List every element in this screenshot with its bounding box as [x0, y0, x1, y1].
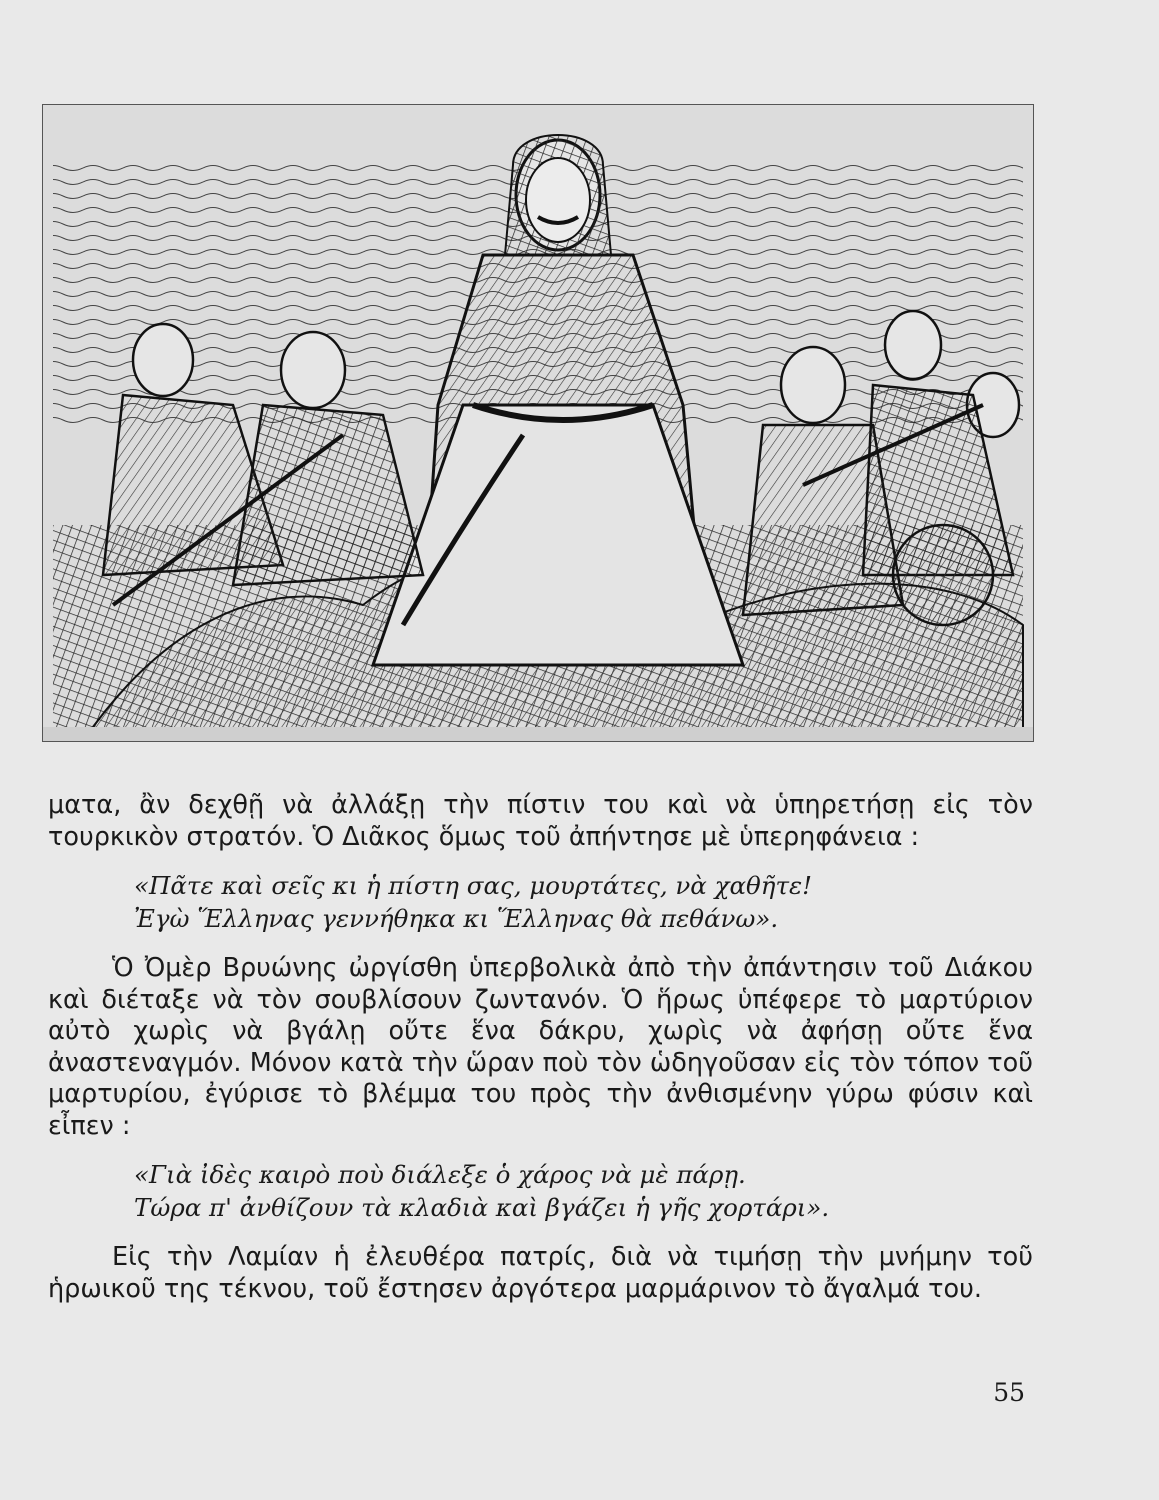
verse-line: Ἐγὼ Ἕλληνας γεννήθηκα κι Ἕλληνας θὰ πεθάνω».	[134, 904, 779, 933]
verse-last-words	[48, 1158, 1033, 1224]
paragraph-martyrdom: Ὁ Ὀμὲρ Βρυώνης ὠργίσθη ὑπερβολικὰ ἀπὸ τὴν ἀπάντησιν τοῦ Διάκου καὶ διέταξε νὰ τὸν σουβλίσουν ζωντανόν. Ὁ ἥρως ὑπέφερε τὸ μαρτύριον αὐτὸ χωρὶς νὰ βγάλῃ οὔτε ἕνα δάκρυ, χωρὶς νὰ ἀφήσῃ οὔτε ἕνα ἀναστεναγμόν. Μόνον κατὰ τὴν ὥραν ποὺ τὸν ὡδηγοῦσαν εἰς τὸν τόπον τοῦ μαρτυρίου, ἐγύρισε τὸ βλέμμα του πρὸς τὴν ἀνθισμένην γύρω φύσιν καὶ εἶπεν :	[48, 953, 1033, 1141]
paragraph-statue: Εἰς τὴν Λαμίαν ἡ ἐλευθέρα πατρίς, διὰ νὰ τιμήσῃ τὴν μνήμην τοῦ ἡρωικοῦ της τέκνου, τοῦ ἔστησεν ἀργότερα μαρμάρινον τὸ ἄγαλμά του.	[48, 1242, 1033, 1304]
body-text	[48, 790, 1033, 1305]
verse-line: Τώρα π' ἀνθίζουν τὰ κλαδιὰ καὶ βγάζει ἡ γῆς χορτάρι».	[134, 1193, 830, 1222]
illustration	[42, 104, 1034, 742]
page-number: 55	[993, 1378, 1025, 1407]
engraving-of-greek-revolutionary-fighters-icon	[43, 105, 1033, 741]
verse-line: «Γιὰ ἰδὲς καιρὸ ποὺ διάλεξε ὁ χάρος νὰ μὲ πάρῃ.	[134, 1160, 746, 1189]
verse-line: «Πᾶτε καὶ σεῖς κι ἡ πίστη σας, μουρτάτες, νὰ χαθῆτε!	[134, 871, 812, 900]
verse-diakos-reply	[48, 869, 1033, 935]
paragraph-continuation: ματα, ἂν δεχθῇ νὰ ἀλλάξῃ τὴν πίστιν του καὶ νὰ ὑπηρετήσῃ εἰς τὸν τουρκικὸν στρατόν. Ὁ Διᾶκος ὅμως τοῦ ἀπήντησε μὲ ὑπερηφάνεια :	[48, 790, 1033, 852]
